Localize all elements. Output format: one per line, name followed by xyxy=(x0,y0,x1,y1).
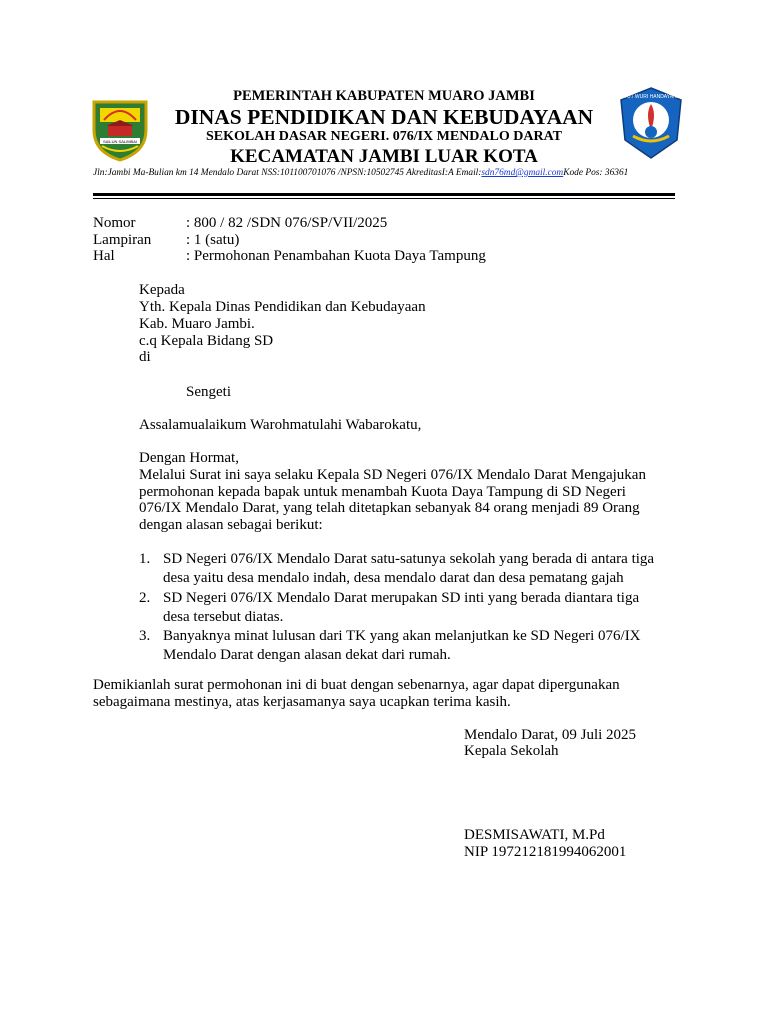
closing-line: sebagaimana mestinya, atas kerjasamanya saya ucapkan terima kasih. xyxy=(93,694,511,710)
signatory-title: Kepala Sekolah xyxy=(464,743,559,759)
recipient-kepada: Kepada xyxy=(139,282,185,298)
letterhead-address xyxy=(93,168,668,180)
address-text: Jln:Jambi Ma-Bulian km 14 Mendalo Darat NSS:101100701076 /NPSN:10502745 AkreditasI:A Email: xyxy=(93,168,482,178)
list-item: desa tersebut diatas. xyxy=(163,609,284,625)
list-number: 1. xyxy=(139,551,151,567)
recipient-cq: c.q Kepala Bidang SD xyxy=(139,333,274,349)
paragraph-line: dengan alasan sebagai berikut: xyxy=(139,517,323,533)
hal-value: : Permohonan Penambahan Kuota Daya Tampung xyxy=(186,248,486,264)
header-rule-thin xyxy=(93,198,675,199)
opening: Dengan Hormat, xyxy=(139,450,239,466)
list-item: SD Negeri 076/IX Mendalo Darat merupakan SD inti yang berada diantara tiga xyxy=(163,590,640,606)
list-item: Banyaknya minat lulusan dari TK yang akan melanjutkan ke SD Negeri 076/IX xyxy=(163,628,641,644)
paragraph-line: permohonan kepada bapak untuk menambah Kuota Daya Tampung di SD Negeri xyxy=(139,484,626,500)
list-item: Mendalo Darat dengan alasan dekat dari rumah. xyxy=(163,647,451,663)
recipient-title: Yth. Kepala Dinas Pendidikan dan Kebudayaan xyxy=(139,299,426,315)
list-item: SD Negeri 076/IX Mendalo Darat satu-satunya sekolah yang berada di antara tiga xyxy=(163,551,655,567)
email-link[interactable]: sdn76md@gmail.com xyxy=(481,168,564,178)
letterhead-agency: DINAS PENDIDIKAN DAN KEBUDAYAAN xyxy=(174,105,594,129)
signatory-name: DESMISAWATI, M.Pd xyxy=(464,827,605,843)
closing-line: Demikianlah surat permohonan ini di buat dengan sebenarnya, agar dapat dipergunakan xyxy=(93,677,620,693)
paragraph-line: Melalui Surat ini saya selaku Kepala SD Negeri 076/IX Mendalo Darat Mengajukan xyxy=(139,467,646,483)
recipient-region: Kab. Muaro Jambi. xyxy=(139,316,255,332)
lampiran-label: Lampiran xyxy=(93,232,152,248)
svg-text:SAILUN SALIMBAI: SAILUN SALIMBAI xyxy=(102,139,138,144)
hal-label: Hal xyxy=(93,248,115,264)
list-number: 3. xyxy=(139,628,151,644)
place-date: Mendalo Darat, 09 Juli 2025 xyxy=(464,727,637,743)
header-rule-thick xyxy=(93,193,675,196)
letterhead-district: KECAMATAN JAMBI LUAR KOTA xyxy=(230,146,538,167)
postal-code: Kode Pos: 36361 xyxy=(563,168,629,178)
list-number: 2. xyxy=(139,590,151,606)
letterhead-government: PEMERINTAH KABUPATEN MUARO JAMBI xyxy=(233,88,535,104)
paragraph-line: 076/IX Mendalo Darat, yang telah ditetapkan sebanyak 84 orang menjadi 89 Orang xyxy=(139,500,640,516)
letterhead-school: SEKOLAH DASAR NEGERI. 076/IX MENDALO DARAT xyxy=(205,129,562,144)
lampiran-value: : 1 (satu) xyxy=(186,232,240,248)
recipient-di: di xyxy=(139,349,151,365)
nomor-label: Nomor xyxy=(93,215,136,231)
recipient-city: Sengeti xyxy=(186,384,231,400)
greeting: Assalamualaikum Warohmatulahi Wabarokatu, xyxy=(139,417,422,433)
svg-text:TUT WURI HANDAYANI: TUT WURI HANDAYANI xyxy=(623,94,679,100)
signatory-nip: NIP 197212181994062001 xyxy=(464,844,627,860)
list-item: desa yaitu desa mendalo indah, desa mendalo darat dan desa pematang gajah xyxy=(163,570,624,586)
nomor-value: : 800 / 82 /SDN 076/SP/VII/2025 xyxy=(186,215,388,231)
